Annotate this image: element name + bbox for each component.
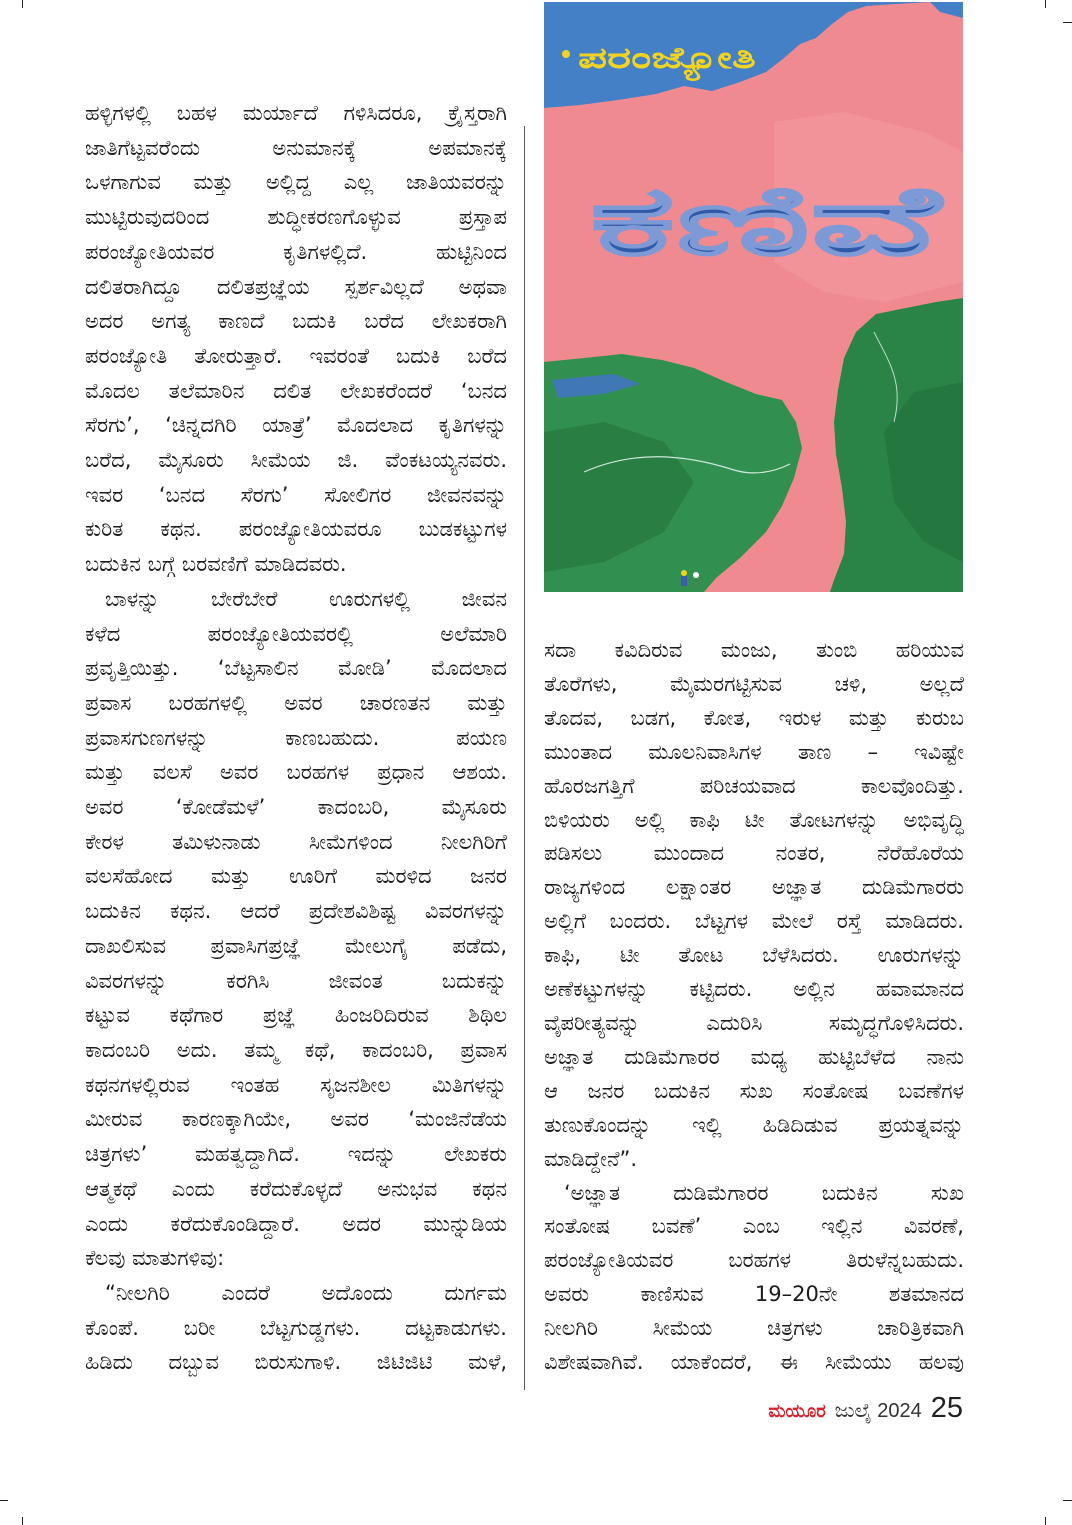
paragraph [85,96,507,582]
text-line: ಕೆಲವು ಮಾತುಗಳಿವು: [85,1246,225,1271]
text-line: ಒಳಗಾಗುವ ಮತ್ತು ಅಲ್ಲಿದ್ದ ಎಲ್ಲ ಜಾತಿಯವರನ್ನು [85,170,507,195]
text-line: “ನೀಲಗಿರಿ ಎಂದರೆ ಅದೊಂದು ದುರ್ಗಮ [105,1280,507,1305]
text-line: ರಾಜ್ಯಗಳಿಂದ ಲಕ್ಷಾಂತರ ಅಜ್ಞಾತ ದುಡಿಮೆಗಾರರು [544,875,964,900]
crop-mark-bottom-right [1045,1517,1046,1525]
text-line: ಅದರ ಅಗತ್ಯ ಕಾಣದೆ ಬದುಕಿ ಬರೆದ ಲೇಖಕರಾಗಿ [85,309,507,334]
crop-mark-top-left [22,0,23,8]
text-line: ಹಿಡಿದು ದಬ್ಬುವ ಬಿರುಸುಗಾಳಿ. ಜಿಟಿಜಿಟಿ ಮಳೆ, [85,1350,507,1375]
book-cover-image [544,2,963,592]
text-line: ಕೇರಳ ತಮಿಳುನಾಡು ಸೀಮೆಗಳಿಂದ ನೀಲಗಿರಿಗೆ [85,829,507,854]
text-line: ಕಾದಂಬರಿ ಅದು. ತಮ್ಮ ಕಥೆ, ಕಾದಂಬರಿ, ಪ್ರವಾಸ [85,1037,507,1062]
text-line: ದಲಿತರಾಗಿದ್ದೂ ದಲಿತಪ್ರಜ್ಞೆಯ ಸ್ಪರ್ಶವಿಲ್ಲದೆ ಅಥವಾ [85,274,507,299]
text-line: ಮಾಡಿದ್ದೇನೆ”. [544,1146,638,1171]
text-line: ಕಾಫಿ, ಟೀ ತೋಟ ಬೆಳೆಸಿದರು. ಊರುಗಳನ್ನು [544,943,964,968]
crop-mark-bottom-left-h [0,1500,8,1501]
text-line: ಆ ಜನರ ಬದುಕಿನ ಸುಖ ಸಂತೋಷ ಬವಣೆಗಳ [544,1078,964,1103]
text-line: ನೀಲಗಿರಿ ಸೀಮೆಯ ಚಿತ್ರಗಳು ಚಾರಿತ್ರಿಕವಾಗಿ [544,1316,964,1341]
paragraph [85,1276,507,1380]
text-line: ತೊದವ, ಬಡಗ, ಕೋತ, ಇರುಳ ಮತ್ತು ಕುರುಬ [544,705,964,730]
text-line: ತುಣುಕೊಂದನ್ನು ಇಲ್ಲಿ ಹಿಡಿದಿಡುವ ಪ್ರಯತ್ನವನ್ನು [544,1112,964,1137]
cover-bullet [562,50,570,58]
text-line: ಬಾಳನ್ನು ಬೇರೆಬೇರೆ ಊರುಗಳಲ್ಲಿ ಜೀವನ [105,586,507,611]
page-footer [768,1392,963,1426]
column-divider [524,126,525,1390]
text-line: ‘ಅಜ್ಞಾತ ದುಡಿಮೆಗಾರರ ಬದುಕಿನ ಸುಖ [564,1180,964,1205]
text-line: ವಿಶೇಷವಾಗಿವೆ. ಯಾಕೆಂದರೆ, ಈ ಸೀಮೆಯು ಹಲವು [544,1350,964,1375]
text-line: ಕಳೆದ ಪರಂಜ್ಯೋತಿಯವರಲ್ಲಿ ಅಲೆಮಾರಿ [85,621,507,646]
text-line: ಬದುಕಿನ ಕಥನ. ಆದರೆ ಪ್ರದೇಶವಿಶಿಷ್ಟ ವಿವರಗಳನ್ನು [85,899,507,924]
text-line: ಎಂದು ಕರೆದುಕೊಂಡಿದ್ದಾರೆ. ಅದರ ಮುನ್ನುಡಿಯ [85,1211,507,1236]
text-line: ಪಡಿಸಲು ಮುಂದಾದ ನಂತರ, ನೆರೆಹೊರೆಯ [544,841,964,866]
text-line: ತೊರೆಗಳು, ಮೈಮರಗಟ್ಟಿಸುವ ಚಳಿ, ಅಲ್ಲದೆ [544,671,964,696]
text-line: ಸಂತೋಷ ಬವಣೆ’ ಎಂಬ ಇಲ್ಲಿನ ವಿವರಣೆ, [544,1214,964,1239]
text-line: ಆತ್ಮಕಥೆ ಎಂದು ಕರೆದುಕೊಳ್ಳದೆ ಅನುಭವ ಕಥನ [85,1176,507,1201]
cover-title: ಕಣಿವೆ [590,165,945,277]
text-line: ಮುಟ್ಟಿರುವುದರಿಂದ ಶುದ್ಧೀಕರಣಗೊಳ್ಳುವ ಪ್ರಸ್ತಾಪ [85,205,507,230]
text-line: ಸೆರಗು’, ‘ಚಿನ್ನದಗಿರಿ ಯಾತ್ರೆ’ ಮೊದಲಾದ ಕೃತಿಗಳನ್ನು [85,413,507,438]
text-line: ಜಾತಿಗೆಟ್ಟವರೆಂದು ಅನುಮಾನಕ್ಕೆ ಅಪಮಾನಕ್ಕೆ [85,135,507,160]
text-line: ಕಥನಗಳಲ್ಲಿರುವ ಇಂತಹ ಸೃಜನಶೀಲ ಮಿತಿಗಳನ್ನು [85,1072,507,1097]
text-line: ಚಿತ್ರಗಳು’ ಮಹತ್ವದ್ದಾಗಿದೆ. ಇದನ್ನು ಲೇಖಕರು [85,1142,507,1167]
crop-mark-bottom-left [22,1517,23,1525]
text-line: ಬದುಕಿನ ಬಗ್ಗೆ ಬರವಣಿಗೆ ಮಾಡಿದವರು. [85,552,347,577]
paragraph [544,634,964,1177]
text-line: ಹಳ್ಳಿಗಳಲ್ಲಿ ಬಹಳ ಮರ್ಯಾದೆ ಗಳಿಸಿದರೂ, ಕ್ರೈಸ್ತರಾಗಿ [85,101,507,125]
text-line: ಹೊರಜಗತ್ತಿಗೆ ಪರಿಚಯವಾದ ಕಾಲವೊಂದಿತ್ತು. [544,773,964,798]
text-line: ವಿವರಗಳನ್ನು ಕರಗಿಸಿ ಜೀವಂತ ಬದುಕನ್ನು [85,968,507,993]
text-line: ಅಜ್ಞಾತ ದುಡಿಮೆಗಾರರ ಮಧ್ಯ ಹುಟ್ಟಿಬೆಳೆದ ನಾನು [544,1044,964,1069]
text-line: ಅವರು ಕಾಣಿಸುವ 19–20ನೇ ಶತಮಾನದ [544,1282,964,1307]
text-line: ಅಣೆಕಟ್ಟುಗಳನ್ನು ಕಟ್ಟಿದರು. ಅಲ್ಲಿನ ಹವಾಮಾನದ [544,977,964,1002]
text-line: ವೈಪರೀತ್ಯವನ್ನು ಎದುರಿಸಿ ಸಮೃದ್ಧಗೊಳಿಸಿದರು. [544,1010,964,1035]
text-line: ಕುರಿತ ಕಥನ. ಪರಂಜ್ಯೋತಿಯವರೂ ಬುಡಕಟ್ಟುಗಳ [85,517,507,542]
text-line: ಪರಂಜ್ಯೋತಿಯವರ ಬರಹಗಳ ತಿರುಳೆನ್ನಬಹುದು. [544,1248,964,1273]
text-line: ಕೊಂಪೆ. ಬರೀ ಬೆಟ್ಟಗುಡ್ಡಗಳು. ದಟ್ಟಕಾಡುಗಳು. [85,1315,507,1340]
text-line: ಸದಾ ಕವಿದಿರುವ ಮಂಜು, ತುಂಬಿ ಹರಿಯುವ [544,638,964,662]
text-line: ಪ್ರವೃತ್ತಿಯಿತ್ತು. ‘ಬೆಟ್ಟಸಾಲಿನ ಮೋಡಿ’ ಮೊದಲಾದ [85,656,507,681]
crop-mark-top-right [1045,0,1046,8]
cover-author: ಪರಂಜ್ಯೋತಿ [578,41,696,76]
text-line: ದಾಖಲಿಸುವ ಪ್ರವಾಸಿಗಪ್ರಜ್ಞೆ ಮೇಲುಗೈ ಪಡೆದು, [85,933,507,958]
text-line: ಮೊದಲ ತಲೆಮಾರಿನ ದಲಿತ ಲೇಖಕರೆಂದರೆ ‘ಬನದ [85,378,507,403]
left-column [85,96,507,1382]
right-column [544,634,964,1382]
paragraph [544,1177,964,1380]
text-line: ಅಲ್ಲಿಗೆ ಬಂದರು. ಬೆಟ್ಟಗಳ ಮೇಲೆ ರಸ್ತೆ ಮಾಡಿದರು. [544,909,964,934]
text-line: ಕಟ್ಟುವ ಕಥೆಗಾರ ಪ್ರಜ್ಞೆ ಹಿಂಜರಿದಿರುವ ಶಿಥಿಲ [85,1003,507,1028]
text-line: ಮೀರುವ ಕಾರಣಕ್ಕಾಗಿಯೇ, ಅವರ ‘ಮಂಜಿನೆಡೆಯ [85,1107,507,1132]
text-line: ಬರೆದ, ಮೈಸೂರು ಸೀಮೆಯ ಜಿ. ವೆಂಕಟಯ್ಯನವರು. [85,448,507,473]
crop-mark-top-right-h [1063,22,1072,23]
magazine-name: ಮಯೂರ [768,1401,826,1421]
issue-date: ಜುಲೈ 2024 [834,1400,922,1422]
text-line: ಇವರ ‘ಬನದ ಸೆರಗು’ ಸೋಲಿಗರ ಜೀವನವನ್ನು [85,482,507,507]
text-line: ಅವರ ‘ಕೋಡೆಮಳೆ’ ಕಾದಂಬರಿ, ಮೈಸೂರು [85,795,507,820]
text-line: ಬಿಳಿಯರು ಅಲ್ಲಿ ಕಾಫಿ ಟೀ ತೋಟಗಳನ್ನು ಅಭಿವೃದ್ಧಿ [544,807,964,832]
text-line: ಪ್ರವಾಸಗುಣಗಳನ್ನು ಕಾಣಬಹುದು. ಪಯಣ [85,725,507,750]
text-line: ಪ್ರವಾಸ ಬರಹಗಳಲ್ಲಿ ಅವರ ಚಾರಣತನ ಮತ್ತು [85,690,507,715]
text-line: ಮತ್ತು ವಲಸೆ ಅವರ ಬರಹಗಳ ಪ್ರಧಾನ ಆಶಯ. [85,760,507,785]
text-line: ವಲಸೆಹೋದ ಮತ್ತು ಊರಿಗೆ ಮರಳಿದ ಜನರ [85,864,507,889]
cover-artwork [544,2,963,592]
text-line: ಪರಂಜ್ಯೋತಿ ತೋರುತ್ತಾರೆ. ಇವರಂತೆ ಬದುಕಿ ಬರೆದ [85,343,507,368]
crop-mark-bottom-right-h [1063,1500,1072,1501]
text-line: ಮುಂತಾದ ಮೂಲನಿವಾಸಿಗಳ ತಾಣ – ಇವಿಷ್ಟೇ [544,739,964,764]
page-number: 25 [930,1392,963,1424]
paragraph [85,582,507,1276]
text-line: ಪರಂಜ್ಯೋತಿಯವರ ಕೃತಿಗಳಲ್ಲಿದೆ. ಹುಟ್ಟಿನಿಂದ [85,239,507,264]
